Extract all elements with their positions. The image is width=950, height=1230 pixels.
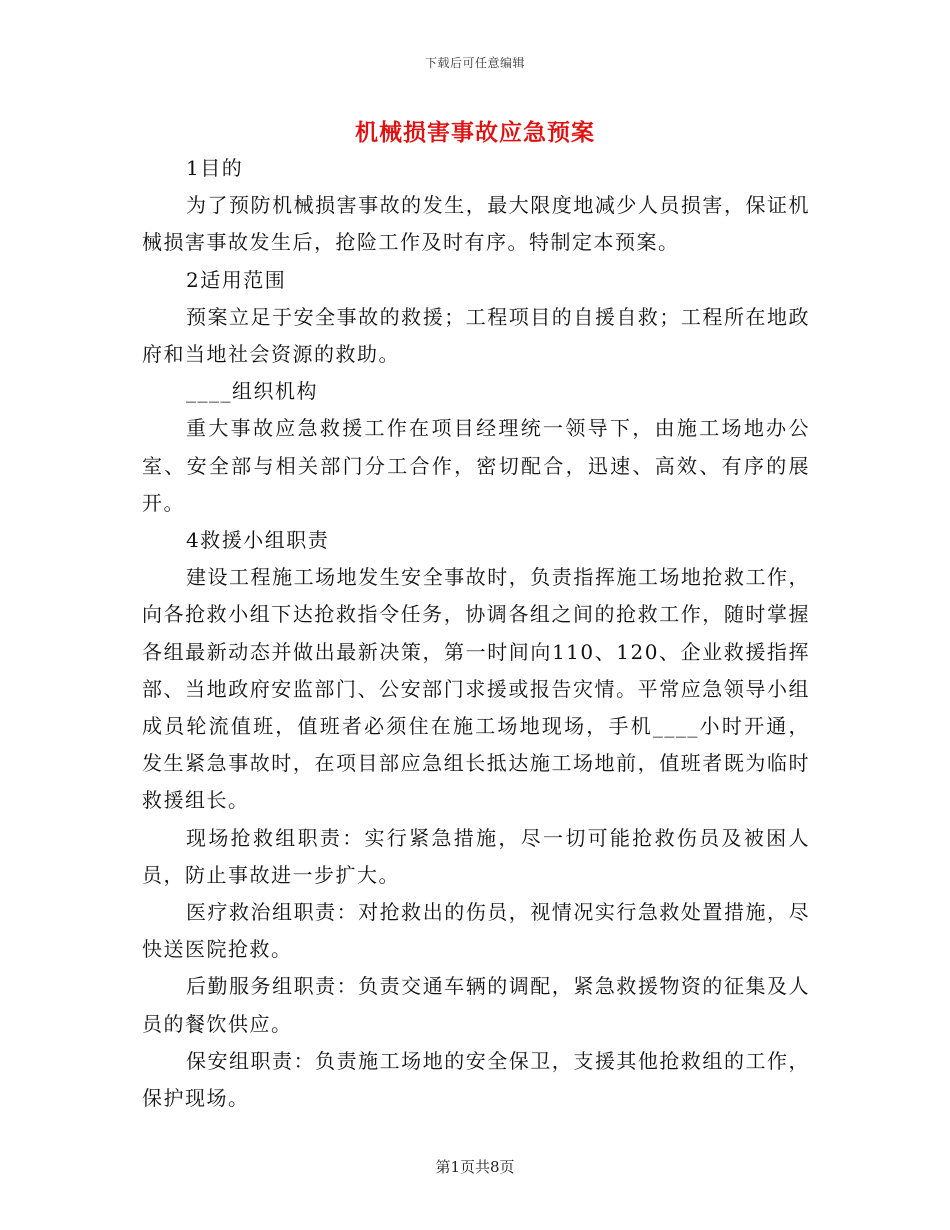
header-note: 下载后可任意编辑 xyxy=(424,56,525,70)
document-title: 机械损害事故应急预案 xyxy=(355,119,595,146)
section-heading-duties: 4救援小组职责 xyxy=(186,528,330,553)
paragraph-security-team: 保安组职责：负责施工场地的安全保卫，支援其他抢救组的工作，保护现场。 xyxy=(142,1048,810,1111)
document-body xyxy=(142,150,810,1117)
section-heading-organization: ____组织机构 xyxy=(186,379,318,404)
paragraph-purpose: 为了预防机械损害事故的发生，最大限度地减少人员损害，保证机械损害事故发生后，抢险工作及时有序。特制定本预案。 xyxy=(142,193,810,255)
paragraph-logistics-team: 后勤服务组职责：负责交通车辆的调配，紧急救援物资的征集及人员的餐饮供应。 xyxy=(142,974,810,1036)
paragraph-rescue-team: 现场抢救组职责：实行紧急措施，尽一切可能抢救伤员及被困人员，防止事故进一步扩大。 xyxy=(142,825,810,887)
section-heading-purpose: 1目的 xyxy=(186,156,244,180)
paragraph-duties: 建设工程施工场地发生安全事故时，负责指挥施工场地抢救工作，向各抢救小组下达抢救指令任务，协调各组之间的抢救工作，随时掌握各组最新动态并做出最新决策，第一时间向110、120、企业救援指挥部、当地政府安监部门、公安部门求援或报告灾情。平常应急领导小组成员轮流值班，值班者必须住在施工场地现场，手机____小时开通，发生紧急事故时，在项目部应急组长抵达施工场地前，值班者既为临时救援组长。 xyxy=(142,565,810,813)
paragraph-organization: 重大事故应急救援工作在项目经理统一领导下，由施工场地办公室、安全部与相关部门分工合作，密切配合，迅速、高效、有序的展开。 xyxy=(142,416,810,515)
page-indicator: 第1页共8页 xyxy=(435,1158,515,1176)
paragraph-medical-team: 医疗救治组职责：对抢救出的伤员，视情况实行急救处置措施，尽快送医院抢救。 xyxy=(142,900,810,962)
section-heading-scope: 2适用范围 xyxy=(186,267,287,292)
paragraph-scope: 预案立足于安全事故的救援；工程项目的自援自救；工程所在地政府和当地社会资源的救助。 xyxy=(142,304,810,367)
